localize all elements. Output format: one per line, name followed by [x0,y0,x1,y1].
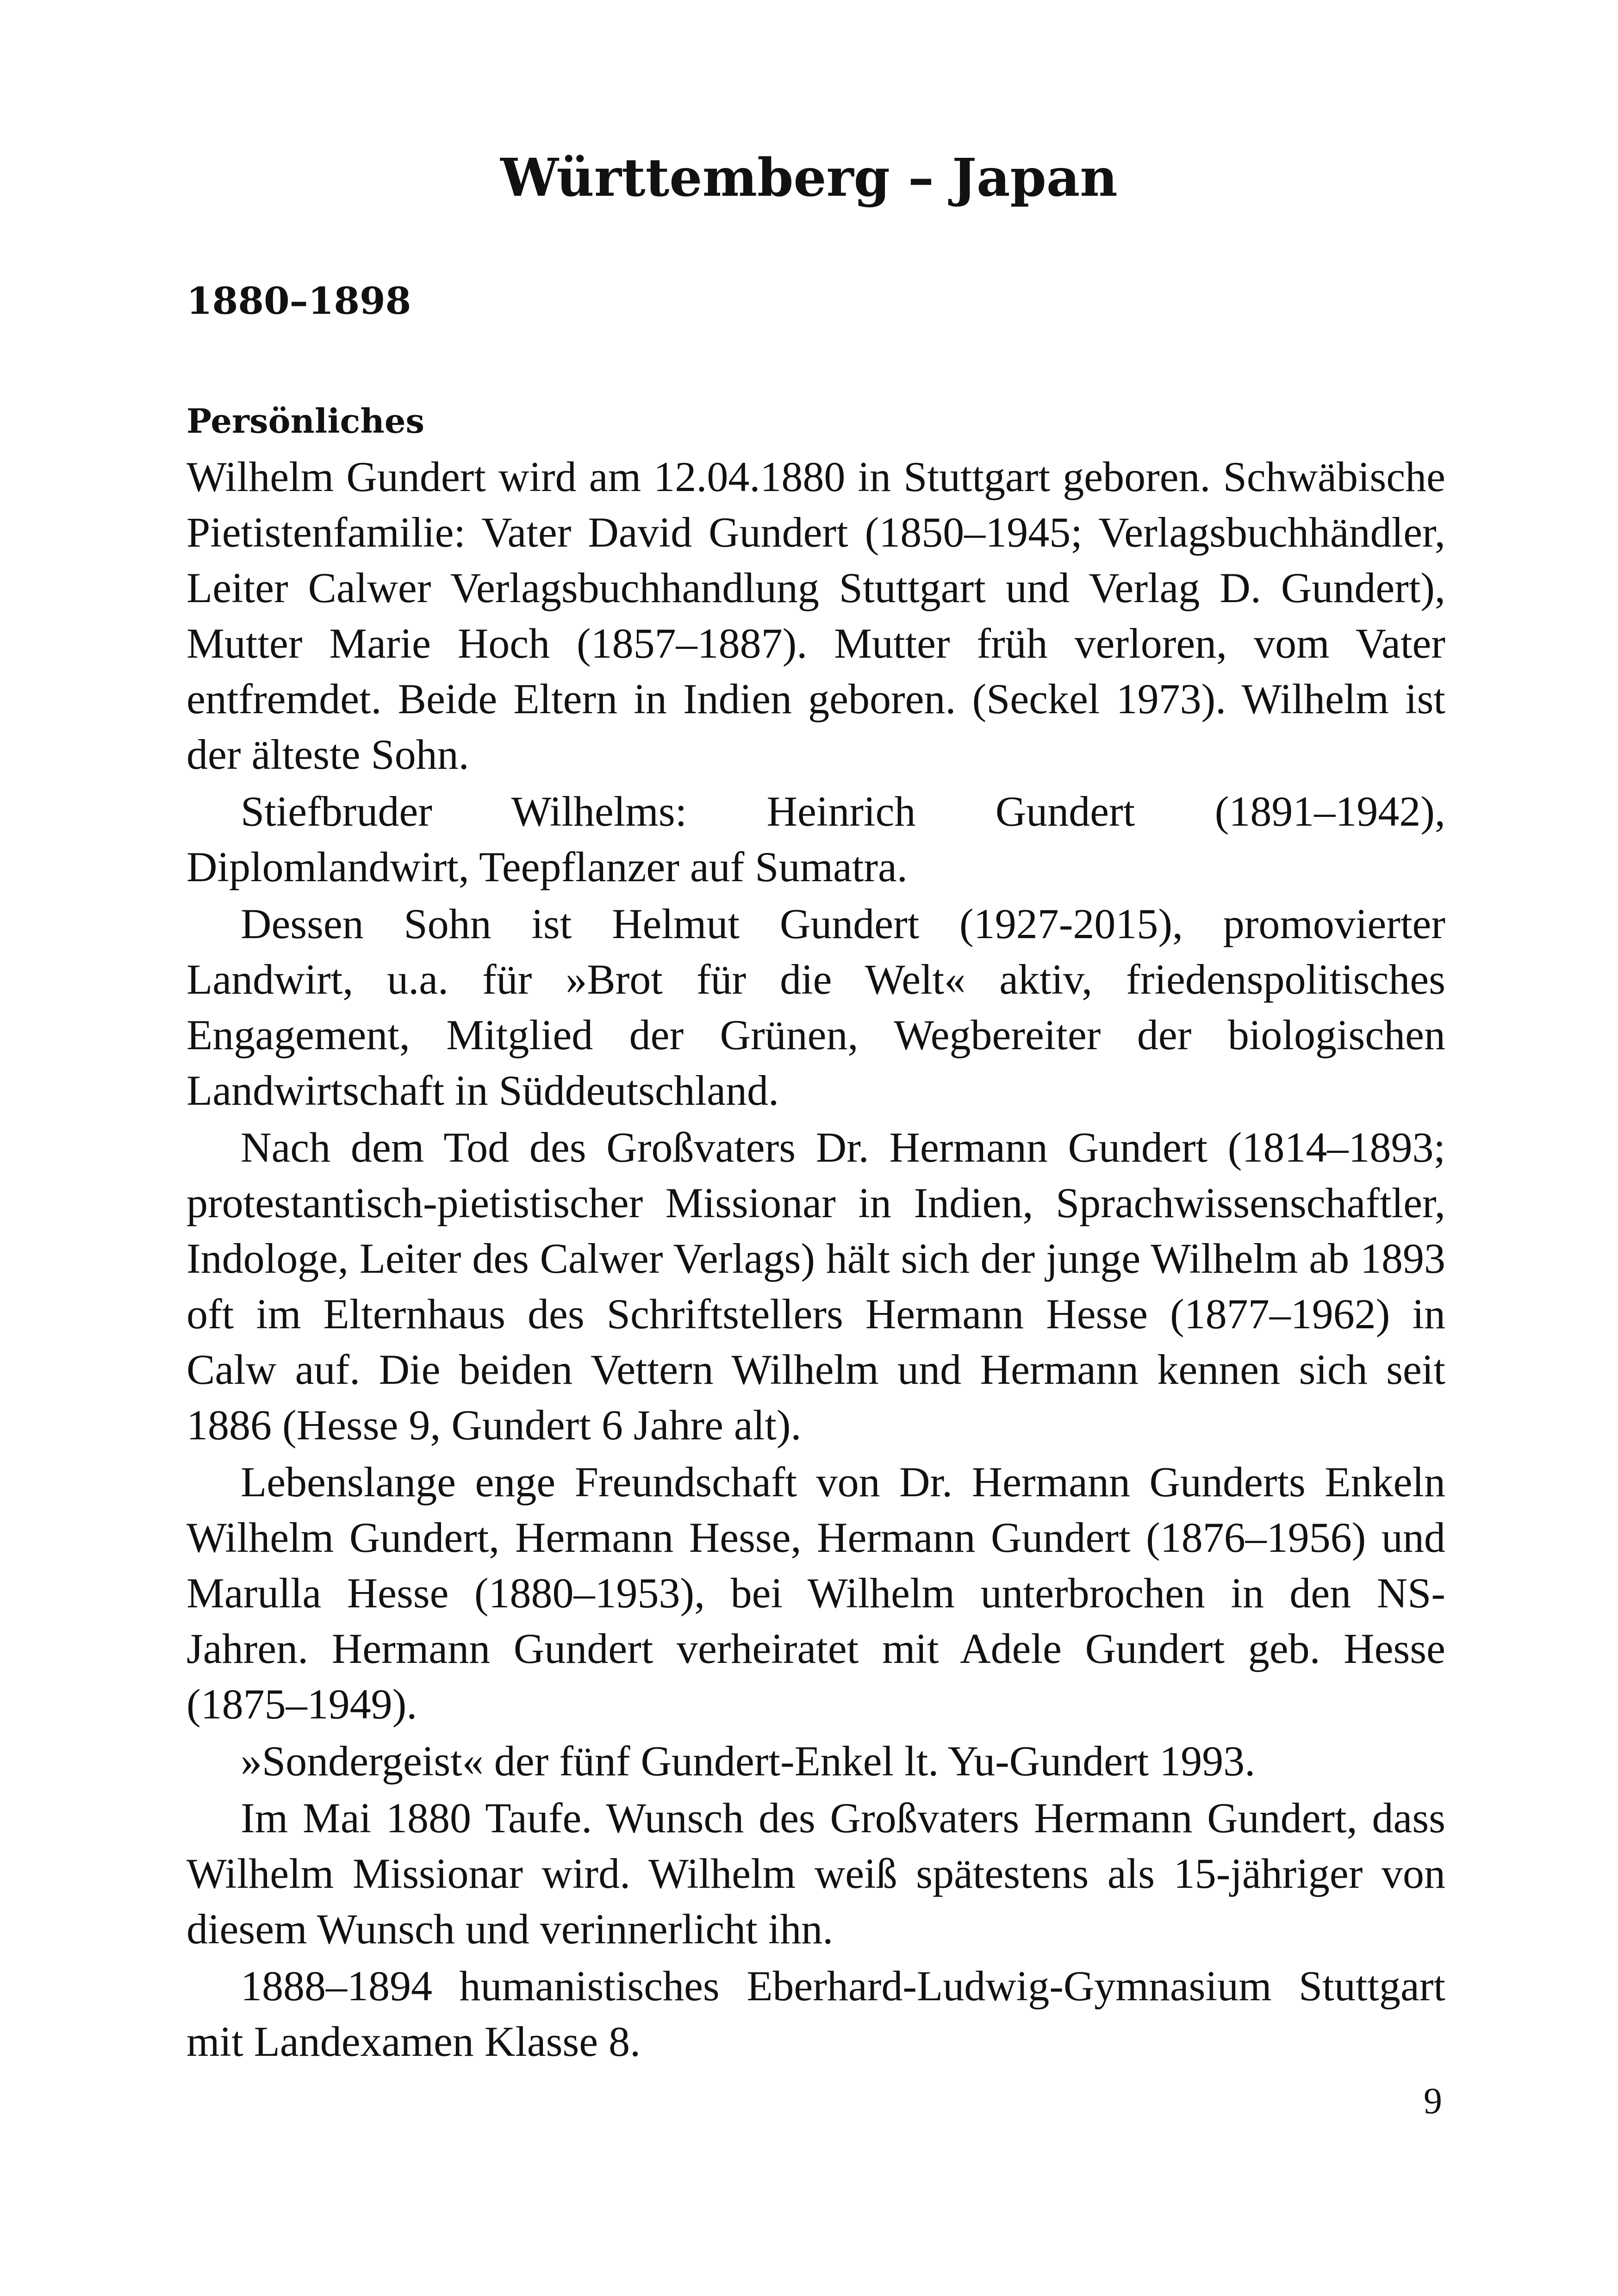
paragraph-biography-intro: Wilhelm Gundert wird am 12.04.1880 in Stuttgart geboren. Schwäbische Pietistenfamilie: Vater David Gundert (1850–1945; Verlagsbuchhändler, Leiter Calwer Verlagsbuchhandlung Stuttgart und Verlag D. Gundert), Mutter Marie Hoch (1857–1887). Mutter früh verloren, vom Vater entfremdet. Beide Eltern in Indien geboren. (Seckel 1973). Wilhelm ist der älteste Sohn. [187,453,1445,778]
paragraph-sondergeist: »Sondergeist« der fünf Gundert-Enkel lt. Yu-Gundert 1993. [241,1737,1256,1785]
paragraph-friendship: Lebenslange enge Freundschaft von Dr. Hermann Gunderts Enkeln Wilhelm Gundert, Hermann Hesse, Hermann Gundert (1876–1956) und Marulla Hesse (1880–1953), bei Wilhelm unterbrochen in den NS-Jahren. Hermann Gundert verheiratet mit Adele Gundert geb. Hesse (1875–1949). [187,1458,1445,1728]
paragraph-baptism: Im Mai 1880 Taufe. Wunsch des Großvaters Hermann Gundert, dass Wilhelm Missionar wird. Wilhelm weiß spätestens als 15-jähriger von diesem Wunsch und verinnerlicht ihn. [187,1794,1445,1953]
period-heading: 1880–1898 [187,279,411,323]
paragraph-grandfather: Nach dem Tod des Großvaters Dr. Hermann Gundert (1814–1893; protestantisch-pietistischer Missionar in Indien, Sprachwissenschaftler, Indologe, Leiter des Calwer Verlags) hält sich der junge Wilhelm ab 1893 oft im Elternhaus des Schriftstellers Hermann Hesse (1877–1962) in Calw auf. Die beiden Vettern Wilhelm und Hermann kennen sich seit 1886 (Hesse 9, Gundert 6 Jahre alt). [187,1124,1445,1449]
paragraph-helmut-gundert: Dessen Sohn ist Helmut Gundert (1927-2015), promovierter Landwirt, u.a. für »Brot für die Welt« aktiv, friedenspolitisches Engagement, Mitglied der Grünen, Wegbereiter der biologischen Landwirtschaft in Süddeutschland. [187,900,1445,1114]
section-heading: Persönliches [187,401,425,441]
paragraph-school: 1888–1894 humanistisches Eberhard-Ludwig-Gymnasium Stuttgart mit Landexamen Klasse 8. [187,1962,1445,2065]
page-content [187,273,1445,2071]
page-number: 9 [1424,2081,1442,2122]
paragraph-stepbrother: Stiefbruder Wilhelms: Heinrich Gundert (1891–1942), Diplomlandwirt, Teepflanzer auf Sumatra. [187,788,1445,890]
page-title: Württemberg – Japan [500,148,1118,208]
